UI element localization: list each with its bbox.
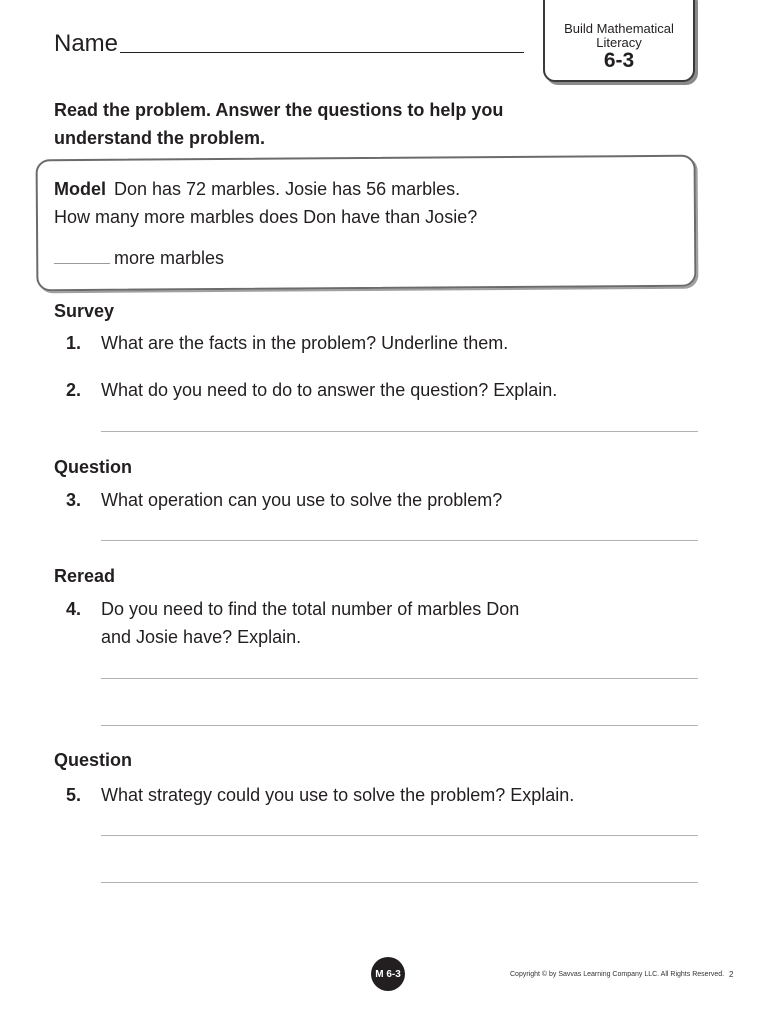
- instructions-line2: understand the problem.: [54, 128, 266, 148]
- question-text-4-line1: Do you need to find the total number of marbles Don: [101, 599, 520, 619]
- instructions: [54, 96, 654, 152]
- model-line1: [54, 177, 460, 201]
- lesson-tab: [543, 0, 695, 82]
- model-text1: Don has 72 marbles. Josie has 56 marbles.: [114, 179, 461, 199]
- answer-line-5b[interactable]: [101, 882, 698, 883]
- question-text-2: What do you need to do to answer the question? Explain.: [101, 380, 558, 400]
- tab-title-line1: Build Mathematical: [564, 21, 674, 36]
- answer-line-4a[interactable]: [101, 678, 698, 679]
- model-label: Model: [54, 179, 106, 199]
- question-number-1: 1.: [66, 333, 82, 353]
- question-number-2: 2.: [66, 380, 82, 400]
- question-text-5: What strategy could you use to solve the problem? Explain.: [101, 785, 575, 805]
- lesson-badge: M 6-3: [371, 957, 405, 991]
- answer-line-2[interactable]: [101, 431, 698, 432]
- answer-line-3[interactable]: [101, 540, 698, 541]
- page-number: 2: [729, 970, 734, 979]
- question-text-1: What are the facts in the problem? Underline them.: [101, 333, 509, 353]
- question-text-4: [101, 595, 701, 651]
- answer-line-5a[interactable]: [101, 835, 698, 836]
- model-answer-suffix: more marbles: [114, 248, 225, 268]
- name-input-line[interactable]: [120, 52, 524, 53]
- tab-title-line2: Literacy: [596, 35, 642, 50]
- question-number-4: 4.: [66, 599, 82, 619]
- section-heading-reread: Reread: [54, 566, 116, 586]
- question-text-3: What operation can you use to solve the problem?: [101, 490, 503, 510]
- question-number-3: 3.: [66, 490, 82, 510]
- name-label: Name: [54, 30, 119, 57]
- tab-lesson-number: 6-3: [603, 49, 635, 72]
- section-heading-question: Question: [54, 457, 133, 477]
- instructions-line1: Read the problem. Answer the questions to help you: [54, 100, 504, 120]
- model-answer-blank[interactable]: [54, 263, 110, 264]
- question-text-4-line2: and Josie have? Explain.: [101, 627, 302, 647]
- answer-line-4b[interactable]: [101, 725, 698, 726]
- question-number-5: 5.: [66, 785, 82, 805]
- section-heading-question-2: Question: [54, 750, 133, 770]
- copyright-text: Copyright © by Savvas Learning Company LLC. All Rights Reserved.: [510, 971, 725, 978]
- section-heading-survey: Survey: [54, 301, 115, 321]
- model-text2: How many more marbles does Don have than Josie?: [54, 207, 478, 227]
